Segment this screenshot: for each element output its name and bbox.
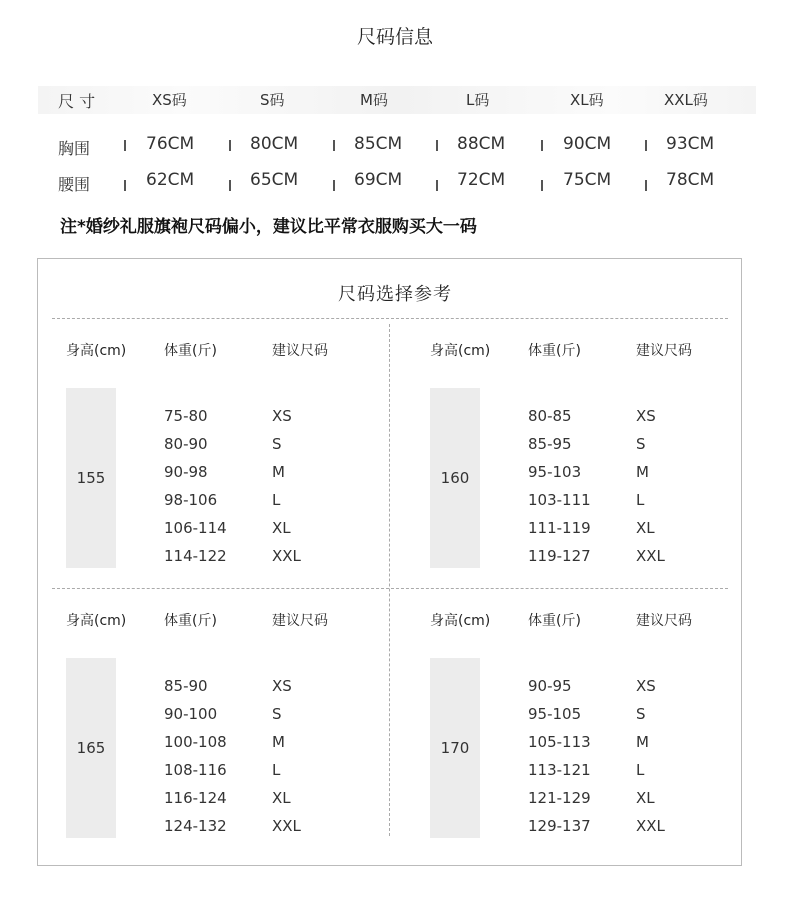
weight-list (164, 672, 227, 840)
recommended-size: L (272, 491, 281, 509)
height-column-header: 身高(cm) (430, 343, 491, 359)
height-column-header: 身高(cm) (66, 613, 127, 629)
size-list (272, 402, 301, 570)
recommended-size: XS (272, 407, 292, 425)
weight-range: 105-113 (528, 733, 591, 751)
recommended-size: XL (272, 519, 291, 537)
size-header-l: L码 (466, 91, 490, 109)
weight-range: 90-100 (164, 705, 218, 723)
reference-group-170 (416, 610, 746, 870)
height-value: 165 (66, 658, 116, 838)
divider-tick (541, 180, 543, 191)
waist-value-xxl: 78CM (666, 170, 715, 190)
size-list (272, 672, 301, 840)
reference-title: 尺码选择参考 (338, 284, 452, 305)
waist-value-xs: 62CM (146, 170, 195, 190)
divider-tick (333, 180, 335, 191)
reference-group-165 (52, 610, 382, 870)
recommended-size: L (272, 761, 281, 779)
weight-list (528, 402, 591, 570)
recommended-size: XL (272, 789, 291, 807)
recommended-size: M (636, 733, 649, 751)
size-header-xl: XL码 (570, 91, 604, 109)
waist-value-s: 65CM (250, 170, 299, 190)
recommended-size: M (272, 733, 285, 751)
weight-range: 85-90 (164, 677, 208, 695)
divider-tick (436, 140, 438, 151)
dashed-divider (389, 324, 390, 836)
recommended-size: XXL (636, 817, 665, 835)
weight-column-header: 体重(斤) (528, 613, 581, 629)
weight-range: 124-132 (164, 817, 227, 835)
recommended-size: M (272, 463, 285, 481)
size-header-label: 尺 寸 (58, 92, 96, 111)
dashed-divider (52, 318, 728, 319)
chest-value-s: 80CM (250, 134, 299, 154)
waist-value-l: 72CM (457, 170, 506, 190)
weight-range: 119-127 (528, 547, 591, 565)
weight-range: 90-98 (164, 463, 208, 481)
recommended-size: XXL (272, 817, 301, 835)
size-table-header-band (38, 86, 756, 114)
chest-row-label: 胸围 (58, 139, 91, 158)
size-column-header: 建议尺码 (636, 343, 692, 359)
weight-range: 113-121 (528, 761, 591, 779)
height-column-header: 身高(cm) (66, 343, 127, 359)
recommended-size: S (636, 435, 646, 453)
divider-tick (645, 180, 647, 191)
recommended-size: XS (636, 677, 656, 695)
weight-range: 108-116 (164, 761, 227, 779)
weight-column-header: 体重(斤) (164, 343, 217, 359)
waist-value-xl: 75CM (563, 170, 612, 190)
weight-range: 95-103 (528, 463, 582, 481)
divider-tick (124, 180, 126, 191)
chest-value-m: 85CM (354, 134, 403, 154)
recommended-size: L (636, 491, 645, 509)
size-header-xxl: XXL码 (664, 91, 708, 109)
chest-value-l: 88CM (457, 134, 506, 154)
recommended-size: S (272, 435, 282, 453)
weight-range: 80-85 (528, 407, 572, 425)
recommended-size: M (636, 463, 649, 481)
weight-range: 111-119 (528, 519, 591, 537)
weight-range: 114-122 (164, 547, 227, 565)
weight-column-header: 体重(斤) (164, 613, 217, 629)
chest-value-xs: 76CM (146, 134, 195, 154)
size-column-header: 建议尺码 (636, 613, 692, 629)
recommended-size: XS (636, 407, 656, 425)
recommended-size: XL (636, 789, 655, 807)
height-value: 170 (430, 658, 480, 838)
waist-row-label: 腰围 (58, 175, 91, 194)
chest-value-xl: 90CM (563, 134, 612, 154)
height-value: 160 (430, 388, 480, 568)
weight-range: 90-95 (528, 677, 572, 695)
weight-list (528, 672, 591, 840)
recommended-size: S (636, 705, 646, 723)
divider-tick (645, 140, 647, 151)
recommended-size: L (636, 761, 645, 779)
size-header-s: S码 (260, 91, 285, 109)
recommended-size: XXL (272, 547, 301, 565)
divider-tick (541, 140, 543, 151)
divider-tick (436, 180, 438, 191)
weight-column-header: 体重(斤) (528, 343, 581, 359)
weight-range: 103-111 (528, 491, 591, 509)
waist-value-m: 69CM (354, 170, 403, 190)
height-value: 155 (66, 388, 116, 568)
size-note: 注*婚纱礼服旗袍尺码偏小，建议比平常衣服购买大一码 (60, 217, 477, 237)
weight-range: 100-108 (164, 733, 227, 751)
weight-range: 121-129 (528, 789, 591, 807)
size-header-xs: XS码 (152, 91, 187, 109)
page-title: 尺码信息 (356, 26, 433, 48)
reference-group-155 (52, 340, 382, 600)
weight-range: 116-124 (164, 789, 227, 807)
size-list (636, 672, 665, 840)
size-column-header: 建议尺码 (272, 343, 328, 359)
recommended-size: XL (636, 519, 655, 537)
weight-range: 106-114 (164, 519, 227, 537)
weight-range: 80-90 (164, 435, 208, 453)
recommended-size: XXL (636, 547, 665, 565)
divider-tick (333, 140, 335, 151)
recommended-size: S (272, 705, 282, 723)
weight-range: 95-105 (528, 705, 582, 723)
size-list (636, 402, 665, 570)
size-header-m: M码 (360, 91, 388, 109)
reference-group-160 (416, 340, 746, 600)
divider-tick (229, 140, 231, 151)
height-column-header: 身高(cm) (430, 613, 491, 629)
divider-tick (229, 180, 231, 191)
size-column-header: 建议尺码 (272, 613, 328, 629)
weight-range: 98-106 (164, 491, 218, 509)
recommended-size: XS (272, 677, 292, 695)
weight-range: 75-80 (164, 407, 208, 425)
chest-value-xxl: 93CM (666, 134, 715, 154)
weight-list (164, 402, 227, 570)
divider-tick (124, 140, 126, 151)
weight-range: 85-95 (528, 435, 572, 453)
weight-range: 129-137 (528, 817, 591, 835)
